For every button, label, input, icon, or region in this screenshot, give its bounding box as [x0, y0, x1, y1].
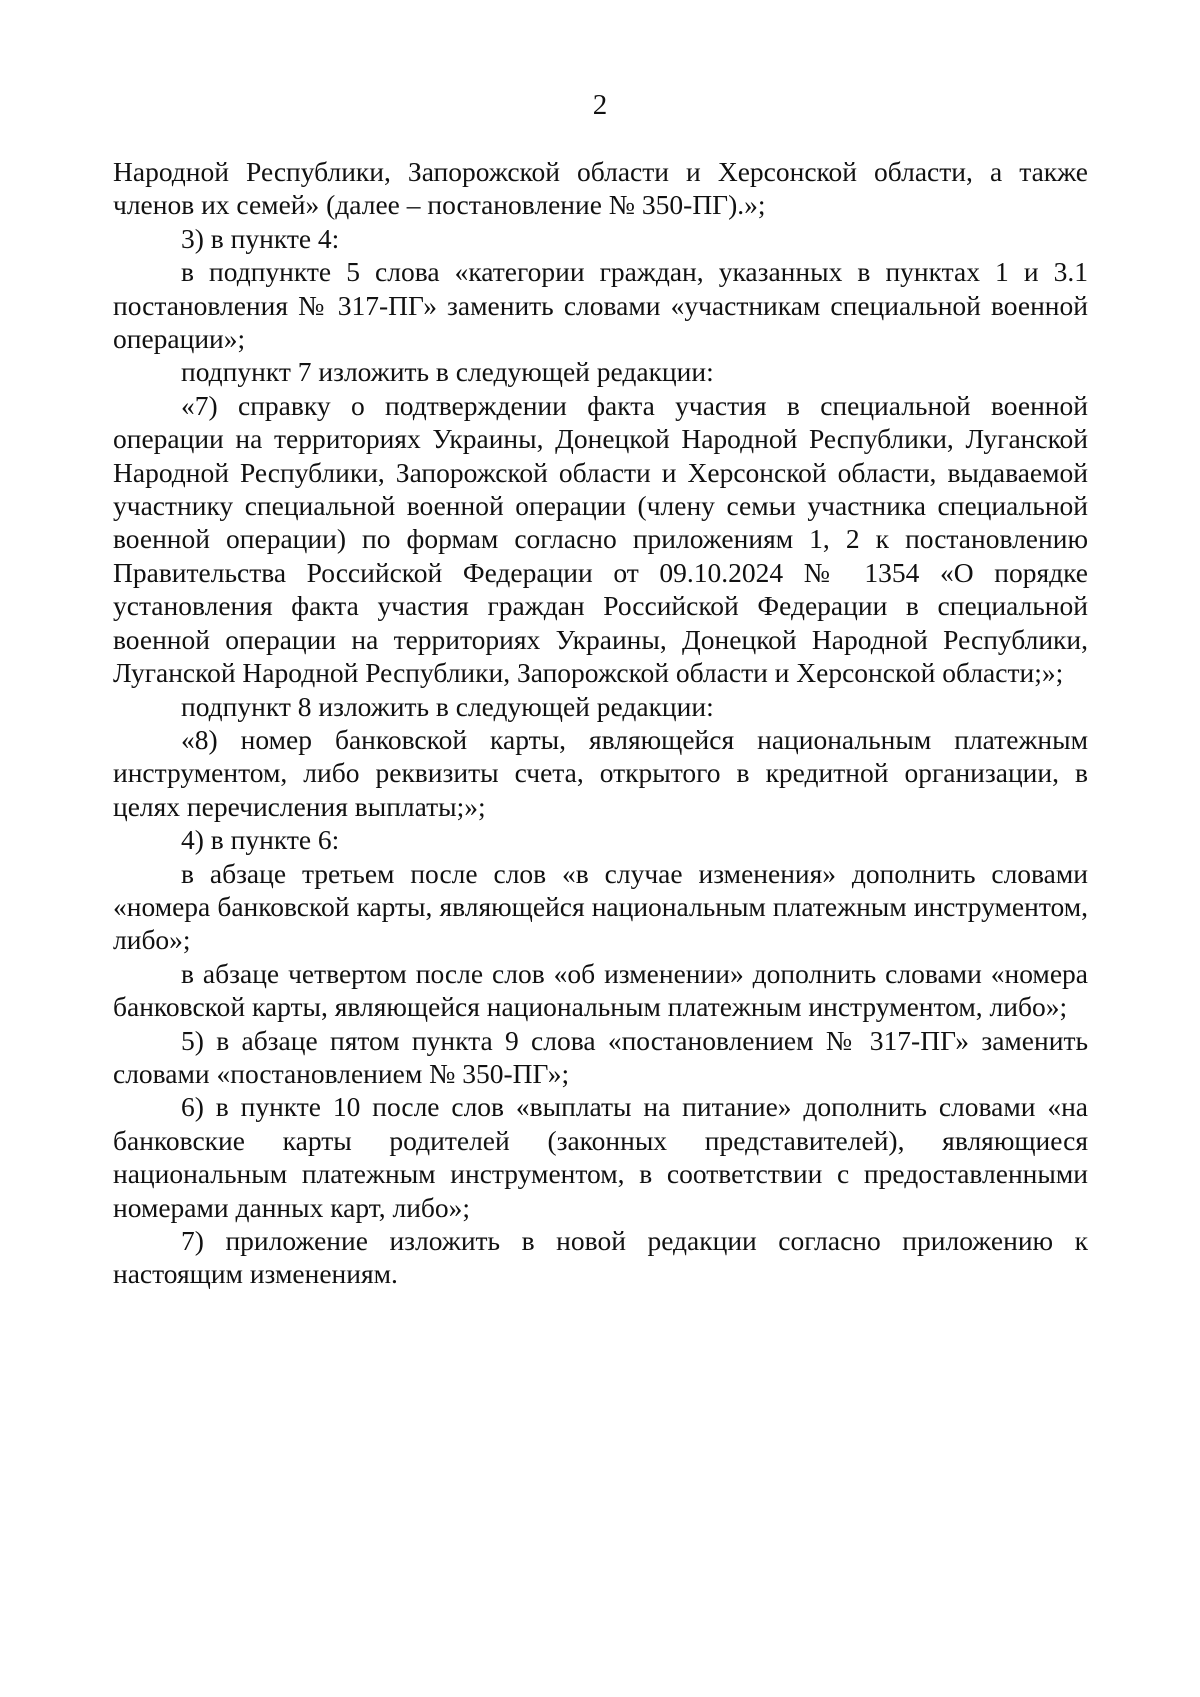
paragraph-subitem-8-intro: подпункт 8 изложить в следующей редакции:: [181, 690, 714, 722]
paragraph-item-5: 5) в абзаце пятом пункта 9 слова «постановлением № 317-ПГ» заменить словами «постановлением № 350-ПГ»;: [113, 1024, 1088, 1089]
paragraph-item-3: 3) в пункте 4:: [181, 222, 340, 254]
paragraph-subitem-5: в подпункте 5 слова «категории граждан, указанных в пунктах 1 и 3.1 постановления № 317-ПГ» заменить словами «участникам специальной военной операции»;: [113, 256, 1088, 355]
page-number: 2: [592, 89, 608, 121]
paragraph-continuation: Народной Республики, Запорожской области и Херсонской области, а также членов их семей» (далее – постановление № 350-ПГ).»;: [113, 156, 1088, 221]
paragraph-subitem-7-text: «7) справку о подтверждении факта участия в специальной военной операции на территориях Украины, Донецкой Народной Республики, Луганской Народной Республики, Запорожской области и Херсонской области, выдаваемой участнику специальной военной операции (члену семьи участника специальной военной операции) по формам согласно приложениям 1, 2 к постановлению Правительства Российской Федерации от 09.10.2024 № 1354 «О порядке установления факта участия граждан Российской Федерации в специальной военной операции на территориях Украины, Донецкой Народной Республики, Луганской Народной Республики, Запорожской области и Херсонской области;»;: [113, 389, 1088, 689]
paragraph-abzac-3: в абзаце третьем после слов «в случае изменения» дополнить словами «номера банковской карты, являющейся национальным платежным инструментом, либо»;: [113, 857, 1088, 956]
paragraph-item-6: 6) в пункте 10 после слов «выплаты на питание» дополнить словами «на банковские карты родителей (законных представителей), являющиеся национальным платежным инструментом, в соответствии с предоставленными номерами данных карт, либо»;: [113, 1091, 1088, 1223]
paragraph-item-7: 7) приложение изложить в новой редакции согласно приложению к настоящим изменениям.: [113, 1225, 1088, 1290]
paragraph-subitem-8-text: «8) номер банковской карты, являющейся национальным платежным инструментом, либо реквизиты счета, открытого в кредитной организации, в целях перечисления выплаты;»;: [113, 723, 1088, 822]
paragraph-abzac-4: в абзаце четвертом после слов «об изменении» дополнить словами «номера банковской карты, являющейся национальным платежным инструментом, либо»;: [113, 957, 1088, 1023]
paragraph-item-4: 4) в пункте 6:: [181, 824, 340, 856]
document-body: [113, 155, 1088, 1291]
paragraph-subitem-7-intro: подпункт 7 изложить в следующей редакции:: [181, 356, 714, 388]
